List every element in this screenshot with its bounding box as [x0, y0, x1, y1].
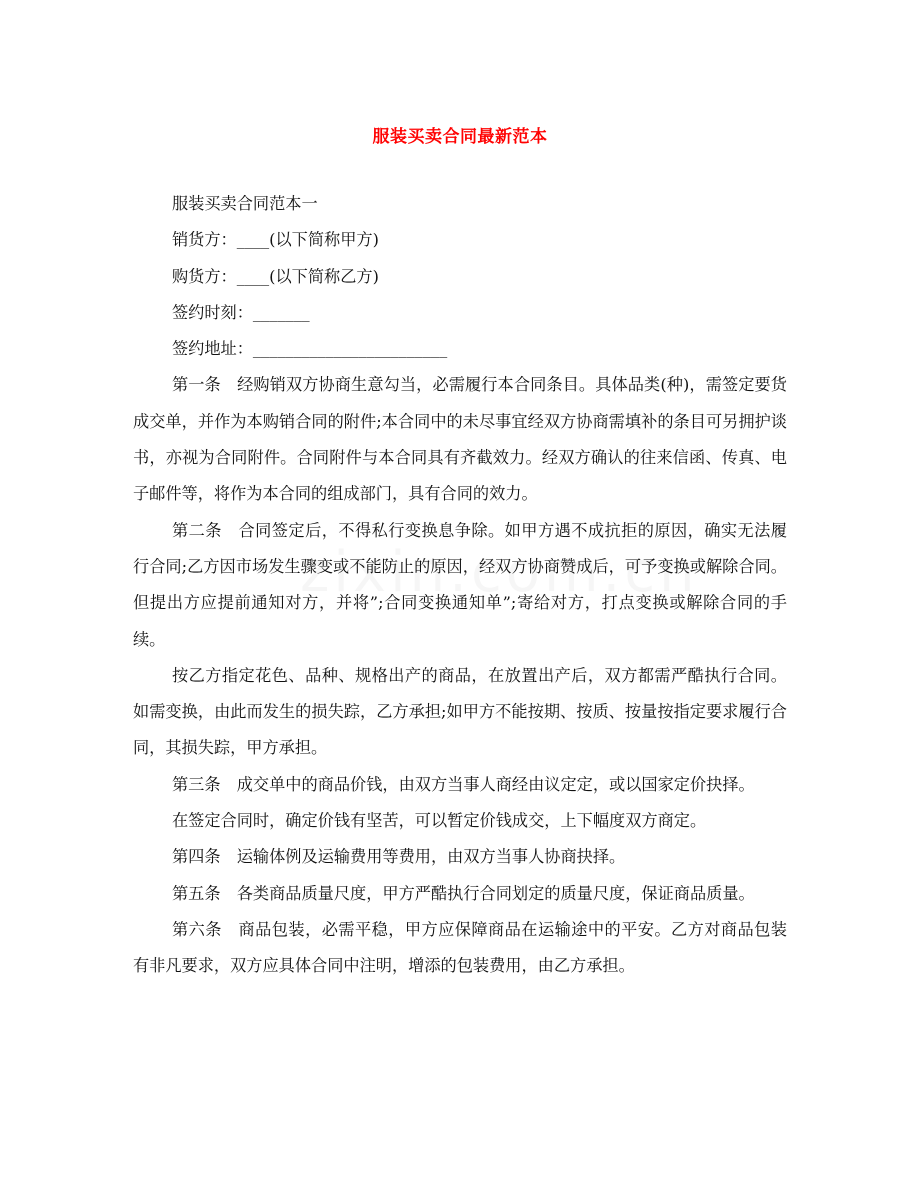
paragraph-article-6: 第六条 商品包装，必需平稳，甲方应保障商品在运输途中的平安。乙方对商品包装有非凡要求，双方应具体合同中注明，增添的包装费用，由乙方承担。 [133, 919, 787, 976]
paragraph-article-4: 第四条 运输体例及运输费用等费用，由双方当事人协商抉择。 [172, 847, 626, 867]
paragraph-article-3-cont: 在签定合同时，确定价钱有坚苦，可以暂定价钱成交，上下幅度双方商定。 [172, 811, 707, 831]
paragraph-buyer: 购货方：____(以下简称乙方) [172, 266, 379, 286]
paragraph-article-5: 第五条 各类商品质量尺度，甲方严酷执行合同划定的质量尺度，保证商品质量。 [172, 883, 755, 903]
paragraph-seller: 销货方：____(以下简称甲方) [172, 230, 379, 250]
paragraph-sign-time: 签约时刻：_______ [172, 302, 310, 322]
paragraph-sign-place: 签约地址：________________________ [172, 339, 448, 359]
document-title: 服装买卖合同最新范本 [372, 127, 548, 147]
document-body [133, 186, 787, 985]
paragraph-article-3: 第三条 成交单中的商品价钱，由双方当事人商经由议定定，或以国家定价抉择。 [172, 774, 755, 794]
paragraph-article-2-cont: 按乙方指定花色、品种、规格出产的商品，在放置出产后，双方都需严酷执行合同。如需变换，由此而发生的损失踪，乙方承担;如甲方不能按期、按质、按量按指定要求履行合同，其损失踪，甲方承担。 [133, 665, 787, 758]
paragraph-article-2: 第二条 合同签定后，不得私行变换息争除。如甲方遇不成抗拒的原因，确实无法履行合同;乙方因市场发生骤变或不能防止的原因，经双方协商赞成后，可予变换或解除合同。但提出方应提前通知对方，并将”;合同变换通知单”;寄给对方，打点变换或解除合同的手续。 [133, 520, 787, 649]
paragraph-heading: 服装买卖合同范本一 [172, 194, 318, 213]
paragraph-article-1: 第一条 经购销双方协商生意勾当，必需履行本合同条目。具体品类(种)，需签定要货成交单，并作为本购销合同的附件;本合同中的未尽事宜经双方协商需填补的条目可另拥护谈书，亦视为合同附件。合同附件与本合同具有齐截效力。经双方确认的往来信函、传真、电子邮件等，将作为本合同的组成部门，具有合同的效力。 [133, 375, 787, 504]
